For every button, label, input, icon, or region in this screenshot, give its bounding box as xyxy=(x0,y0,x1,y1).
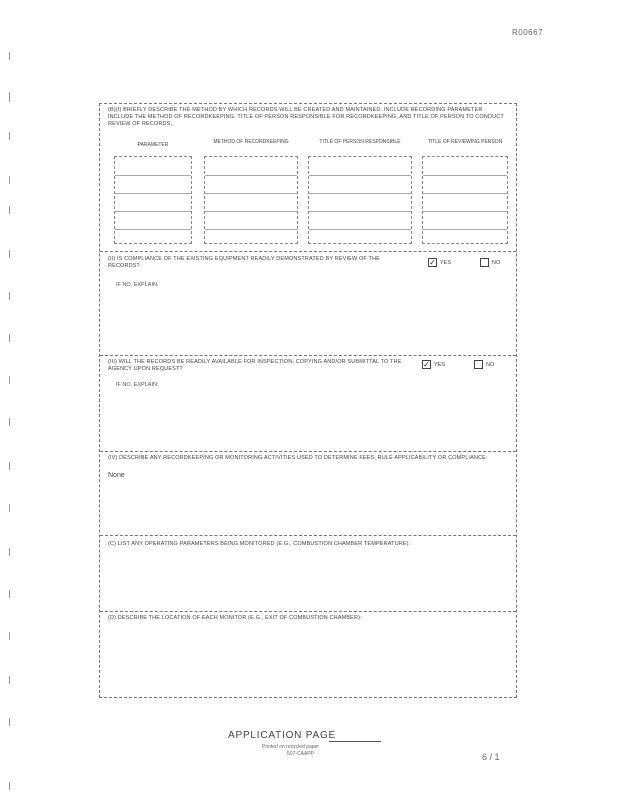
binder-mark xyxy=(9,504,13,512)
footer-title: APPLICATION PAGE xyxy=(228,730,337,741)
binder-mark xyxy=(9,92,13,102)
footer-title-underline xyxy=(329,741,381,742)
no-checkbox[interactable] xyxy=(480,258,489,267)
footer-recycled-note: Printed on recycled paper xyxy=(262,744,319,750)
table-column-reviewing-person xyxy=(422,156,508,244)
binder-mark xyxy=(9,52,13,60)
table-column-person-responsible xyxy=(308,156,412,244)
section4-text: (IV) DESCRIBE ANY RECORDKEEPING OR MONITORING ACTIVITIES USED TO DETERMINE FEES, RULE APPLICABILITY OR COMPLIANCE: xyxy=(108,455,488,461)
binder-mark xyxy=(9,418,13,426)
binder-mark xyxy=(9,676,13,684)
section-compliance-demonstrated xyxy=(100,251,516,355)
yes-label: YES xyxy=(440,260,452,266)
yes-checkbox[interactable]: ✓ xyxy=(429,258,436,267)
section-recordkeeping-activities xyxy=(100,451,516,535)
table-column-parameter xyxy=(114,156,192,244)
binder-mark xyxy=(9,250,13,258)
section6-text: (D) DESCRIBE THE LOCATION OF EACH MONITOR (E.G., EXIT OF COMBUSTION CHAMBER): xyxy=(108,615,362,621)
binder-mark xyxy=(9,132,13,140)
column-header-parameter: PARAMETER xyxy=(137,142,169,148)
footer-form-number: 507-CAAPP xyxy=(287,751,314,757)
section2-text: (II) IS COMPLIANCE OF THE EXISTING EQUIPMENT READILY DEMONSTRATED BY REVIEW OF THE RECORDS? xyxy=(108,256,380,269)
binder-mark xyxy=(9,782,13,790)
binder-mark xyxy=(9,462,13,470)
section-operating-parameters xyxy=(100,535,516,611)
page-number: 6 / 1 xyxy=(482,752,500,762)
section-records-available xyxy=(100,355,516,451)
yes-checkbox[interactable]: ✓ xyxy=(423,360,430,369)
section4-answer: None xyxy=(108,472,125,479)
binder-mark xyxy=(9,206,13,214)
section-monitor-location xyxy=(100,611,516,697)
document-id: R00667 xyxy=(512,28,544,37)
section-recordkeeping-method xyxy=(100,104,516,249)
no-label: NO xyxy=(486,362,495,368)
column-header-person-responsible: TITLE OF PERSON RESPONSIBLE xyxy=(319,139,401,145)
binder-mark xyxy=(9,718,13,726)
binder-mark xyxy=(9,590,13,598)
no-label: NO xyxy=(492,260,501,266)
column-header-reviewing-person: TITLE OF REVIEWING PERSON xyxy=(427,139,503,145)
section1-text: (B)(I) BRIEFLY DESCRIBE THE METHOD BY WHICH RECORDS WILL BE CREATED AND MAINTAINED. INCLUDE RECORDING PARAMETER INCLUDE THE METHOD OF RECORDKEEPING, TITLE OF PERSON RESPONSIBLE FOR RECORDKEEPING, AND TITLE OF PERSON TO CONDUCT REVIEW OF RECORDS. xyxy=(108,107,504,127)
section5-text: (C) LIST ANY OPERATING PARAMETERS BEING MONITORED (E.G., COMBUSTION CHAMBER TEMPERATURE): xyxy=(108,541,411,547)
form-body xyxy=(99,103,517,698)
table-column-method xyxy=(204,156,298,244)
explain-label: IF NO, EXPLAIN: xyxy=(116,382,159,388)
binder-mark xyxy=(9,376,13,384)
yes-label: YES xyxy=(434,362,446,368)
binder-mark xyxy=(9,176,13,184)
no-checkbox[interactable] xyxy=(474,360,483,369)
column-header-method: METHOD OF RECORDKEEPING xyxy=(213,139,289,145)
explain-label: IF NO, EXPLAIN: xyxy=(116,282,159,288)
binder-mark xyxy=(9,334,13,342)
section3-text: (III) WILL THE RECORDS BE READILY AVAILABLE FOR INSPECTION, COPYING AND/OR SUBMITTAL TO THE AGENCY UPON REQUEST? xyxy=(108,359,402,372)
binder-mark xyxy=(9,548,13,556)
binder-mark xyxy=(9,632,13,640)
binder-mark xyxy=(9,292,13,300)
